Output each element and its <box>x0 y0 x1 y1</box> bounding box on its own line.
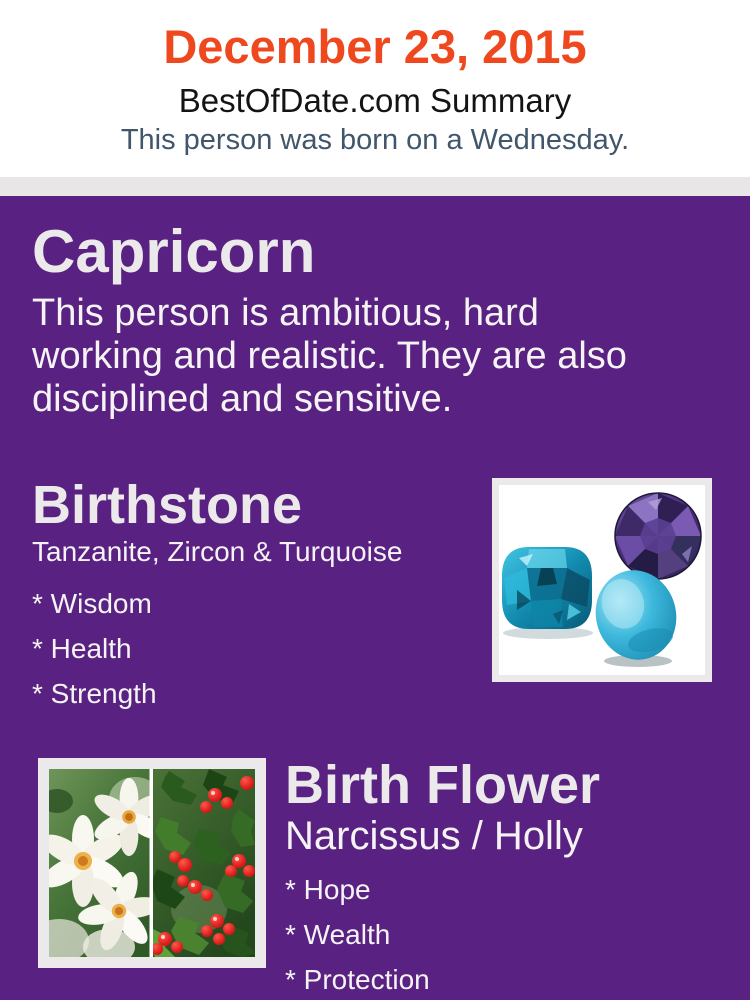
birthstone-trait-list <box>32 587 492 709</box>
birth-flower-trait-item: * Wealth <box>285 918 391 950</box>
birth-flower-image-frame <box>38 758 266 968</box>
birthstone-gems-image <box>499 485 705 675</box>
holly-photo <box>147 769 255 957</box>
birthstone-names: Tanzanite, Zircon & Turquoise <box>32 535 403 567</box>
gem-zircon <box>502 547 592 629</box>
header-divider <box>0 177 750 196</box>
photo-divider <box>150 769 154 957</box>
birthstone-title: Birthstone <box>32 474 302 535</box>
site-summary-text: BestOfDate.com Summary <box>178 81 572 119</box>
birthstone-text-column <box>0 474 492 725</box>
zodiac-name: Capricorn <box>32 218 316 285</box>
page-header <box>0 0 750 177</box>
born-day-text: This person was born on a Wednesday. <box>120 124 630 157</box>
date-title: December 23, 2015 <box>163 20 587 73</box>
birthstone-section <box>0 474 750 725</box>
zodiac-description: This person is ambitious, hard working and realistic. They are also disciplined and sensitive. <box>32 292 627 420</box>
flowers-illustration <box>49 769 255 957</box>
birth-flower-section <box>0 754 750 1000</box>
birthstone-trait-item: * Wisdom <box>32 587 152 619</box>
birth-flower-trait-item: * Hope <box>285 873 371 905</box>
summary-body <box>0 196 750 1000</box>
birthstone-trait-item: * Health <box>32 632 132 664</box>
birth-flower-trait-item: * Protection <box>285 963 430 995</box>
birthstone-trait-item: * Strength <box>32 677 157 709</box>
gem-tanzanite <box>615 493 701 579</box>
zodiac-section <box>0 218 750 421</box>
birth-flower-trait-list <box>285 873 600 995</box>
birthstone-image-frame <box>492 478 712 682</box>
birth-flower-names: Narcissus / Holly <box>285 813 583 858</box>
birth-flower-text-column <box>285 754 601 1000</box>
gems-illustration <box>499 485 705 675</box>
birth-flower-image <box>49 769 255 957</box>
birth-flower-title: Birth Flower <box>285 754 601 815</box>
